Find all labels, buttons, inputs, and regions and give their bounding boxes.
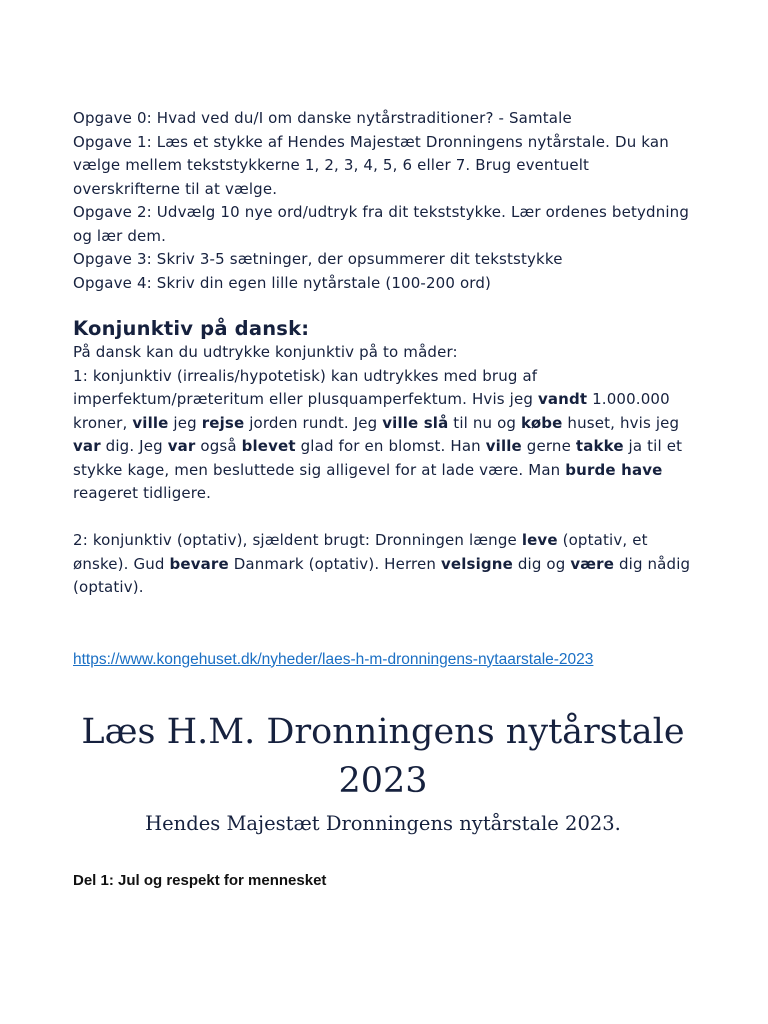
article-subtitle: Hendes Majestæt Dronningens nytårstale 2023.	[145, 811, 621, 835]
bold-word: blevet	[241, 437, 296, 455]
task-3: Opgave 3: Skriv 3-5 sætninger, der opsummerer dit tekststykke	[73, 250, 563, 268]
paragraph-gap	[73, 506, 693, 530]
bold-word: var	[73, 437, 101, 455]
text-run: 2: konjunktiv (optativ), sjældent brugt: Dronningen længe	[73, 531, 522, 549]
text-run: jeg	[168, 413, 202, 432]
bold-word: ville	[485, 437, 522, 455]
konjunktiv-heading: Konjunktiv på dansk:	[73, 317, 310, 340]
text-run: dig nådig (optativ).	[73, 554, 691, 596]
text-run: 1: konjunktiv (irrealis/hypotetisk) kan udtrykkes med brug af imperfektum/præteritum eller plusquamperfektum. Hvis jeg	[73, 366, 538, 408]
text-run: ja til et stykke kage, men besluttede sig alligevel for at lade være. Man	[73, 437, 683, 479]
text-run: glad for en blomst. Han	[295, 437, 486, 455]
task-list	[73, 107, 693, 295]
bold-word: var	[167, 437, 196, 455]
article-title: Læs H.M. Dronningens nytårstale 2023	[81, 711, 685, 801]
konjunktiv-paragraph-1	[73, 365, 693, 506]
text-run: også	[195, 437, 242, 455]
text-run: jorden rundt. Jeg	[244, 413, 383, 432]
task-0: Opgave 0: Hvad ved du/I om danske nytårstraditioner? - Samtale	[73, 109, 572, 127]
task-1: Opgave 1: Læs et stykke af Hendes Majestæt Dronningens nytårstale. Du kan vælge mellem tekststykkerne 1, 2, 3, 4, 5, 6 eller 7. Brug eventuelt overskrifterne til at vælge.	[73, 132, 669, 198]
bold-word: burde have	[565, 460, 663, 479]
bold-word: rejse	[201, 413, 245, 432]
konjunktiv-paragraph-2	[73, 529, 693, 600]
text-run: dig og	[512, 554, 571, 573]
konjunktiv-intro: På dansk kan du udtrykke konjunktiv på to måder:	[73, 343, 458, 361]
link-container	[73, 648, 693, 672]
bold-word: leve	[521, 531, 558, 549]
bold-word: bevare	[169, 554, 229, 573]
bold-word: ville slå	[382, 413, 449, 432]
text-run: gerne	[521, 437, 576, 455]
bold-word: velsigne	[440, 554, 513, 573]
document-page	[73, 107, 693, 889]
bold-word: ville	[132, 413, 169, 432]
task-4: Opgave 4: Skriv din egen lille nytårstale (100-200 ord)	[73, 273, 492, 292]
text-run: reageret tidligere.	[73, 484, 212, 502]
bold-word: købe	[521, 413, 563, 432]
text-run: huset, hvis jeg	[562, 413, 680, 432]
text-run: dig. Jeg	[100, 437, 168, 455]
text-run: til nu og	[448, 413, 522, 432]
text-run: (optativ, et ønske). Gud	[73, 531, 648, 573]
text-run: Danmark (optativ). Herren	[228, 554, 441, 573]
part-1-title: Del 1: Jul og respekt for mennesket	[73, 871, 327, 889]
kongehuset-link[interactable]: https://www.kongehuset.dk/nyheder/laes-h-m-dronningens-nytaarstale-2023	[73, 650, 594, 668]
task-2: Opgave 2: Udvælg 10 nye ord/udtryk fra dit tekststykke. Lær ordenes betydning og lær dem.	[73, 203, 690, 245]
bold-word: takke	[575, 437, 624, 455]
bold-word: vandt	[537, 390, 588, 408]
bold-word: være	[570, 554, 615, 573]
konjunktiv-section	[73, 341, 693, 600]
text-run: 1.000.000 kroner,	[73, 390, 670, 432]
